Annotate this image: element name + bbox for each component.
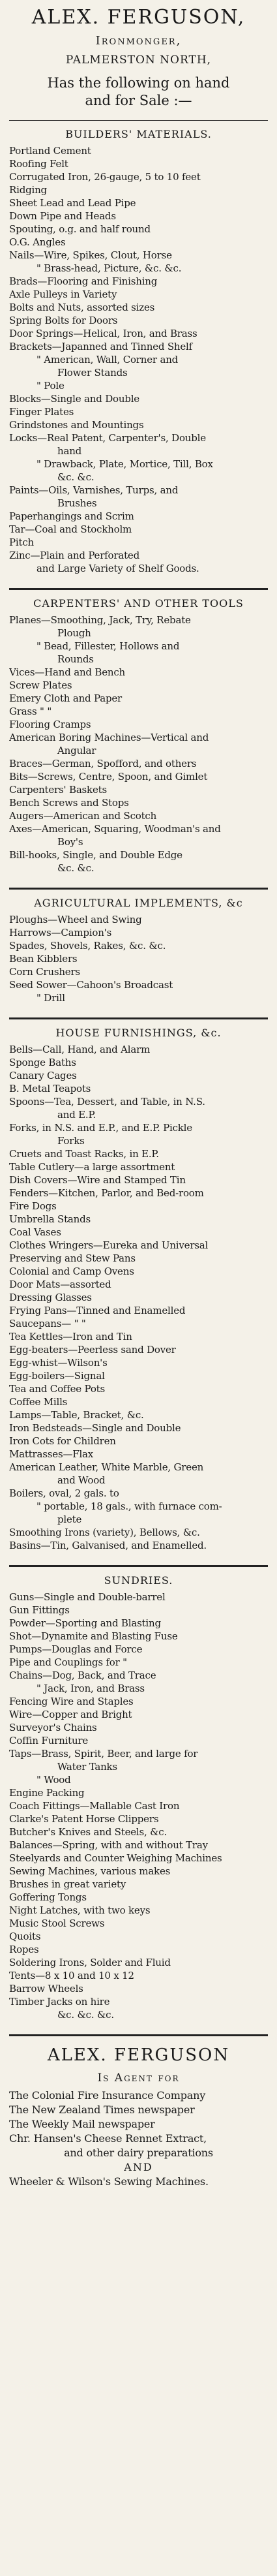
merchant-name: ALEX. FERGUSON, [31,6,246,29]
list-item: Soldering Irons, Solder and Fluid [9,1957,171,1968]
list-item: " Drill [36,992,65,1004]
list-item: Cruets and Toast Racks, in E.P. [9,1148,159,1160]
list-item: Angular [57,745,96,756]
list-item: Clarke's Patent Horse Clippers [9,1813,159,1825]
list-item: Finger Plates [9,406,74,418]
list-item: Seed Sower—Cahoon's Broadcast [9,979,173,991]
sections-container [9,120,268,2021]
list-item: Egg-beaters—Peerless sand Dover [9,1344,176,1356]
list-item: Portland Cement [9,145,91,157]
section-heading: AGRICULTURAL IMPLEMENTS, &c [34,897,243,909]
list-item: &c. &c. [57,862,95,874]
merchant-trade: Ironmonger, [95,34,182,48]
list-item: Locks—Real Patent, Carpenter's, Double [9,432,206,444]
list-item: Bench Screws and Stops [9,797,129,809]
list-item: Spring Bolts for Doors [9,315,118,326]
list-item: Vices—Hand and Bench [9,666,125,678]
sale-heading-line-1: Has the following on hand [47,75,230,91]
list-item: Bells—Call, Hand, and Alarm [9,1044,151,1055]
list-item: Smoothing Irons (variety), Bellows, &c. [9,1527,200,1538]
list-item: Boy's [57,836,83,848]
list-item: B. Metal Teapots [9,1083,91,1094]
list-item: Dish Covers—Wire and Stamped Tin [9,1174,186,1186]
list-item: Corn Crushers [9,966,80,978]
list-item: Pipe and Couplings for " [9,1656,127,1668]
list-item: Surveyor's Chains [9,1722,97,1733]
list-item: Iron Bedsteads—Single and Double [9,1422,181,1434]
list-item: Coach Fittings—Mallable Cast Iron [9,1800,180,1812]
list-item: Coal Vases [9,1226,61,1238]
list-item: Ploughs—Wheel and Swing [9,914,142,925]
sale-heading [9,74,268,110]
list-item: Spoons—Tea, Dessert, and Table, in N.S. [9,1096,205,1108]
list-item: Grindstones and Mountings [9,419,144,431]
list-item: Tar—Coal and Stockholm [9,523,132,535]
list-item: Clothes Wringers—Eureka and Universal [9,1239,209,1251]
sale-heading-line-2: and for Sale :— [85,93,192,108]
list-item: Sponge Baths [9,1057,76,1068]
list-item: Nails—Wire, Spikes, Clout, Horse [9,249,172,261]
list-item: Sheet Lead and Lead Pipe [9,197,136,209]
list-item: Timber Jacks on hire [9,1996,110,2008]
list-item: Spades, Shovels, Rakes, &c. &c. [9,940,166,952]
list-item: Fire Dogs [9,1200,57,1212]
list-item: Planes—Smoothing, Jack, Try, Rebate [9,614,191,626]
list-item: Zinc—Plain and Perforated [9,550,139,561]
agent-heading: Is Agent for [97,2072,180,2085]
list-item: " Jack, Iron, and Brass [36,1683,145,1694]
list-item: Grass " " [9,706,52,717]
list-item: Egg-whist—Wilson's [9,1357,108,1369]
list-item: Blocks—Single and Double [9,393,139,405]
list-item: Table Cutlery—a large assortment [9,1161,175,1173]
list-item: Down Pipe and Heads [9,210,116,222]
list-item: Plough [57,627,91,639]
list-item: Water Tanks [57,1761,117,1773]
list-item: Night Latches, with two keys [9,1904,151,1916]
section-heading: SUNDRIES. [104,1574,173,1587]
list-item: Guns—Single and Double-barrel [9,1591,166,1603]
list-item: Colonial and Camp Ovens [9,1265,134,1277]
list-item: &c. &c. &c. [57,2009,114,2021]
list-item: Door Springs—Helical, Iron, and Brass [9,328,197,339]
list-item: Music Stool Screws [9,1917,105,1929]
list-item: Door Mats—assorted [9,1279,111,1290]
list-item: Balances—Spring, with and without Tray [9,1839,208,1851]
agency-item: Chr. Hansen's Cheese Rennet Extract, [9,2132,207,2145]
list-item: Gun Fittings [9,1604,70,1616]
list-item: Coffin Furniture [9,1735,89,1746]
section-heading: HOUSE FURNISHINGS, &c. [55,1027,222,1039]
list-item: Iron Cots for Children [9,1435,116,1447]
list-item: " portable, 18 gals., with furnace com- [36,1500,222,1512]
agency-item: The New Zealand Times newspaper [9,2103,195,2116]
list-item: Barrow Wheels [9,1983,83,1994]
list-item: Shot—Dynamite and Blasting Fuse [9,1630,178,1642]
section-divider [9,588,268,590]
list-item: American Leather, White Marble, Green [9,1461,204,1473]
list-item: Canary Cages [9,1070,77,1081]
list-item: Tea Kettles—Iron and Tin [9,1331,132,1342]
list-item: Goffering Tongs [9,1891,87,1903]
list-item: Rounds [57,653,94,665]
list-item: Brads—Flooring and Finishing [9,275,158,287]
list-item: Paints—Oils, Varnishes, Turps, and [9,484,179,496]
list-item: and Wood [57,1474,106,1486]
list-item: Steelyards and Counter Weighing Machines [9,1852,222,1864]
list-item: Umbrella Stands [9,1213,91,1225]
list-item: Paperhangings and Scrim [9,510,134,522]
list-item: Braces—German, Spofford, and others [9,758,197,769]
list-item: Wire—Copper and Bright [9,1709,132,1720]
list-item: Axle Pulleys in Variety [9,288,117,300]
list-item: Chains—Dog, Back, and Trace [9,1669,156,1681]
list-item: Taps—Brass, Spirit, Beer, and large for [9,1748,198,1760]
list-item: hand [57,445,82,457]
list-item: Bill-hooks, Single, and Double Edge [9,849,182,861]
list-item: Preserving and Stew Pans [9,1252,136,1264]
list-item: Brushes [57,497,97,509]
section-heading: BUILDERS' MATERIALS. [65,128,212,140]
list-item: Basins—Tin, Galvanised, and Enamelled. [9,1540,207,1551]
list-item: Mattrasses—Flax [9,1448,94,1460]
agent-list [9,2088,268,2189]
list-item: Brackets—Japanned and Tinned Shelf [9,341,193,352]
list-item: Corrugated Iron, 26-gauge, 5 to 10 feet [9,171,201,183]
list-item: and E.P. [57,1109,96,1121]
list-item: Pitch [9,536,34,548]
list-item: Sewing Machines, various makes [9,1865,171,1877]
list-item: Ridging [9,184,47,196]
list-item: Tea and Coffee Pots [9,1383,105,1395]
list-item: Engine Packing [9,1787,85,1799]
section-divider [9,1017,268,1019]
list-item: Frying Pans—Tinned and Enamelled [9,1305,186,1316]
list-item: Quoits [9,1931,41,1942]
list-item: Saucepans— " " [9,1318,86,1329]
list-item: Carpenters' Baskets [9,784,107,796]
list-item: Emery Cloth and Paper [9,692,123,704]
list-item: Forks [57,1135,85,1147]
list-item: Fenders—Kitchen, Parlor, and Bed-room [9,1187,204,1199]
list-item: O.G. Angles [9,236,66,248]
list-item: Ropes [9,1944,39,1955]
list-item: Bolts and Nuts, assorted sizes [9,302,155,313]
list-item: Dressing Glasses [9,1292,92,1303]
list-item: American Boring Machines—Vertical and [9,732,209,743]
list-item: Augers—American and Scotch [9,810,157,822]
agency-item: The Weekly Mail newspaper [9,2118,155,2130]
list-item: " Pole [36,380,65,392]
list-item: Harrows—Campion's [9,927,112,939]
section-heading: CARPENTERS' AND OTHER TOOLS [33,597,244,610]
list-item: Egg-boilers—Signal [9,1370,105,1382]
list-item: Axes—American, Squaring, Woodman's and [9,823,221,835]
list-item: Coffee Mills [9,1396,68,1408]
agency-item: Wheeler & Wilson's Sewing Machines. [9,2175,209,2188]
agent-merchant-name: ALEX. FERGUSON [47,2045,230,2065]
list-item: Bits—Screws, Centre, Spoon, and Gimlet [9,771,208,783]
list-item: " Bead, Fillester, Hollows and [36,640,180,652]
list-item: Tents—8 x 10 and 10 x 12 [9,1970,134,1981]
list-item: Lamps—Table, Bracket, &c. [9,1409,144,1421]
section-divider [9,2034,268,2036]
advertisement [9,0,268,2189]
section-divider [9,1565,268,1567]
list-item: " Brass-head, Picture, &c. &c. [36,262,182,274]
agency-item: and other dairy preparations [64,2147,213,2159]
section-divider [9,120,268,121]
list-item: " Wood [36,1774,71,1786]
list-item: " Drawback, Plate, Mortice, Till, Box [36,458,213,470]
list-item: " American, Wall, Corner and [36,354,179,365]
list-item: Butcher's Knives and Steels, &c. [9,1826,168,1838]
list-item: Flower Stands [57,367,128,379]
list-item: Brushes in great variety [9,1878,126,1890]
section-divider [9,888,268,890]
agency-item: The Colonial Fire Insurance Company [9,2089,206,2102]
list-item: Forks, in N.S. and E.P., and E.P. Pickle [9,1122,192,1134]
agency-item: AND [124,2161,153,2173]
list-item: Spouting, o.g. and half round [9,223,151,235]
list-item: Bean Kibblers [9,953,78,965]
list-item: Screw Plates [9,679,72,691]
list-item: Fencing Wire and Staples [9,1696,134,1707]
list-item: Boilers, oval, 2 gals. to [9,1487,119,1499]
list-item: Pumps—Douglas and Force [9,1643,143,1655]
list-item: Flooring Cramps [9,719,91,730]
list-item: &c. &c. [57,471,95,483]
list-item: Roofing Felt [9,158,68,170]
list-item: and Large Variety of Shelf Goods. [36,563,199,574]
list-item: plete [57,1513,82,1525]
list-item: Powder—Sporting and Blasting [9,1617,161,1629]
merchant-town: PALMERSTON NORTH, [65,54,212,67]
